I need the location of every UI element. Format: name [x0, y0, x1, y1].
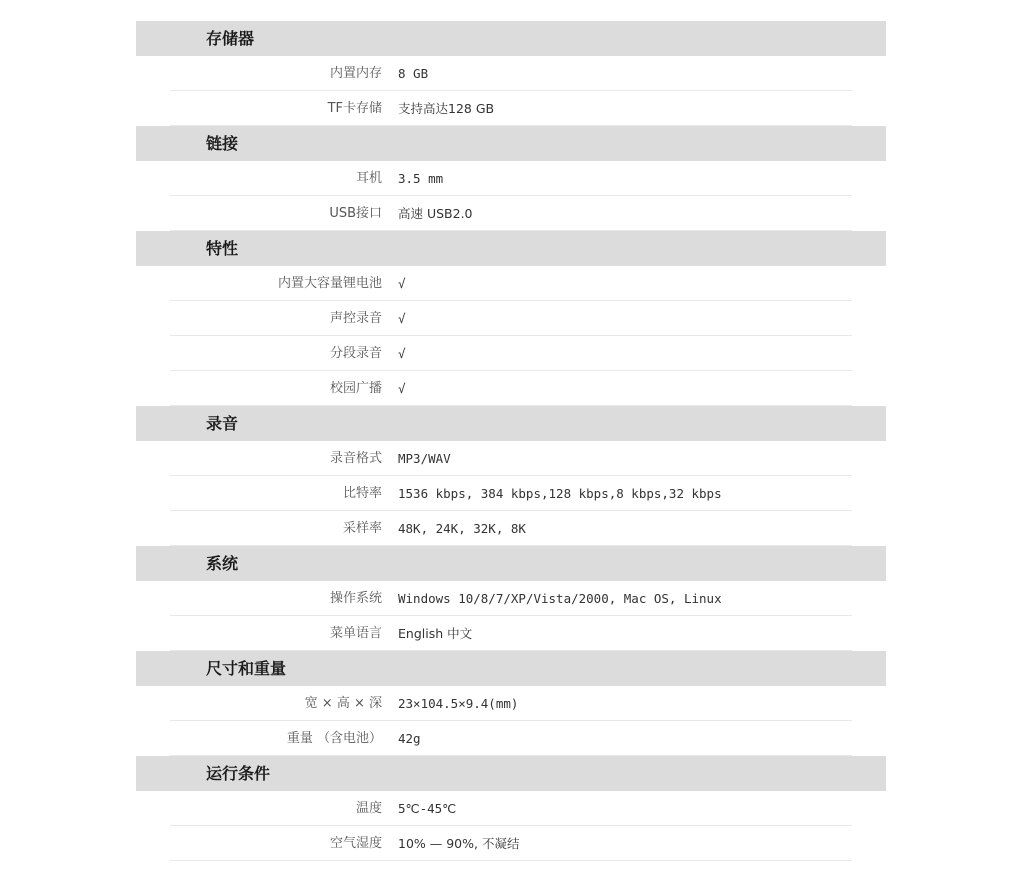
spec-row [136, 686, 886, 721]
spec-row [136, 791, 886, 826]
spec-label: 采样率 [342, 521, 382, 536]
spec-label: 分段录音 [329, 346, 382, 361]
spec-label: 耳机 [355, 171, 382, 186]
spec-row [136, 56, 886, 91]
spec-label: 操作系统 [329, 591, 382, 606]
section-header [136, 406, 886, 441]
section-header [136, 21, 886, 56]
spec-value: √ [398, 311, 406, 326]
spec-label: 温度 [355, 801, 382, 816]
spec-value: 支持高达128 GB [398, 101, 495, 116]
spec-table [136, 21, 886, 861]
spec-value: 3.5 mm [398, 171, 444, 186]
section-header [136, 231, 886, 266]
spec-label: 声控录音 [329, 311, 382, 326]
spec-row [136, 476, 886, 511]
section-header [136, 546, 886, 581]
spec-value: Windows 10/8/7/XP/Vista/2000, Mac OS, Linux [398, 591, 722, 606]
spec-label: 内置大容量锂电池 [277, 276, 382, 291]
spec-row [136, 301, 886, 336]
spec-value: √ [398, 381, 406, 396]
section-title: 系统 [206, 554, 239, 573]
spec-label: TF卡存储 [327, 101, 382, 116]
spec-row [136, 336, 886, 371]
section-title: 运行条件 [206, 764, 271, 783]
spec-value: MP3/WAV [398, 451, 451, 466]
section-title: 尺寸和重量 [206, 659, 287, 678]
spec-row [136, 511, 886, 546]
section-header [136, 756, 886, 791]
spec-label: USB接口 [329, 206, 382, 221]
spec-row [136, 581, 886, 616]
spec-value: 高速 USB2.0 [398, 206, 473, 221]
spec-value: 42g [398, 731, 421, 746]
spec-label: 菜单语言 [329, 626, 382, 641]
spec-row [136, 826, 886, 861]
spec-value: 5℃-45℃ [398, 801, 457, 816]
section-title: 特性 [206, 239, 239, 258]
spec-row [136, 441, 886, 476]
spec-label: 比特率 [342, 486, 382, 501]
spec-row [136, 721, 886, 756]
spec-row [136, 616, 886, 651]
spec-label: 录音格式 [329, 451, 382, 466]
section-title: 存储器 [206, 29, 255, 48]
spec-row [136, 91, 886, 126]
spec-label: 内置内存 [329, 66, 382, 81]
spec-label: 校园广播 [329, 381, 382, 396]
section-title: 录音 [206, 414, 239, 433]
spec-value: 23×104.5×9.4(mm) [398, 696, 519, 711]
spec-value: 1536 kbps, 384 kbps,128 kbps,8 kbps,32 kbps [398, 486, 722, 501]
spec-row [136, 196, 886, 231]
spec-value: √ [398, 276, 406, 291]
spec-label: 空气湿度 [329, 836, 382, 851]
spec-value: 48K, 24K, 32K, 8K [398, 521, 526, 536]
spec-row [136, 161, 886, 196]
section-header [136, 651, 886, 686]
spec-value: English 中文 [398, 626, 473, 641]
spec-label: 宽 × 高 × 深 [304, 696, 382, 711]
spec-value: 10% — 90%, 不凝结 [398, 836, 520, 851]
spec-value: 8 GB [398, 66, 429, 81]
spec-label: 重量 （含电池） [286, 731, 382, 746]
spec-row [136, 266, 886, 301]
section-title: 链接 [206, 134, 239, 153]
spec-row [136, 371, 886, 406]
spec-value: √ [398, 346, 406, 361]
section-header [136, 126, 886, 161]
